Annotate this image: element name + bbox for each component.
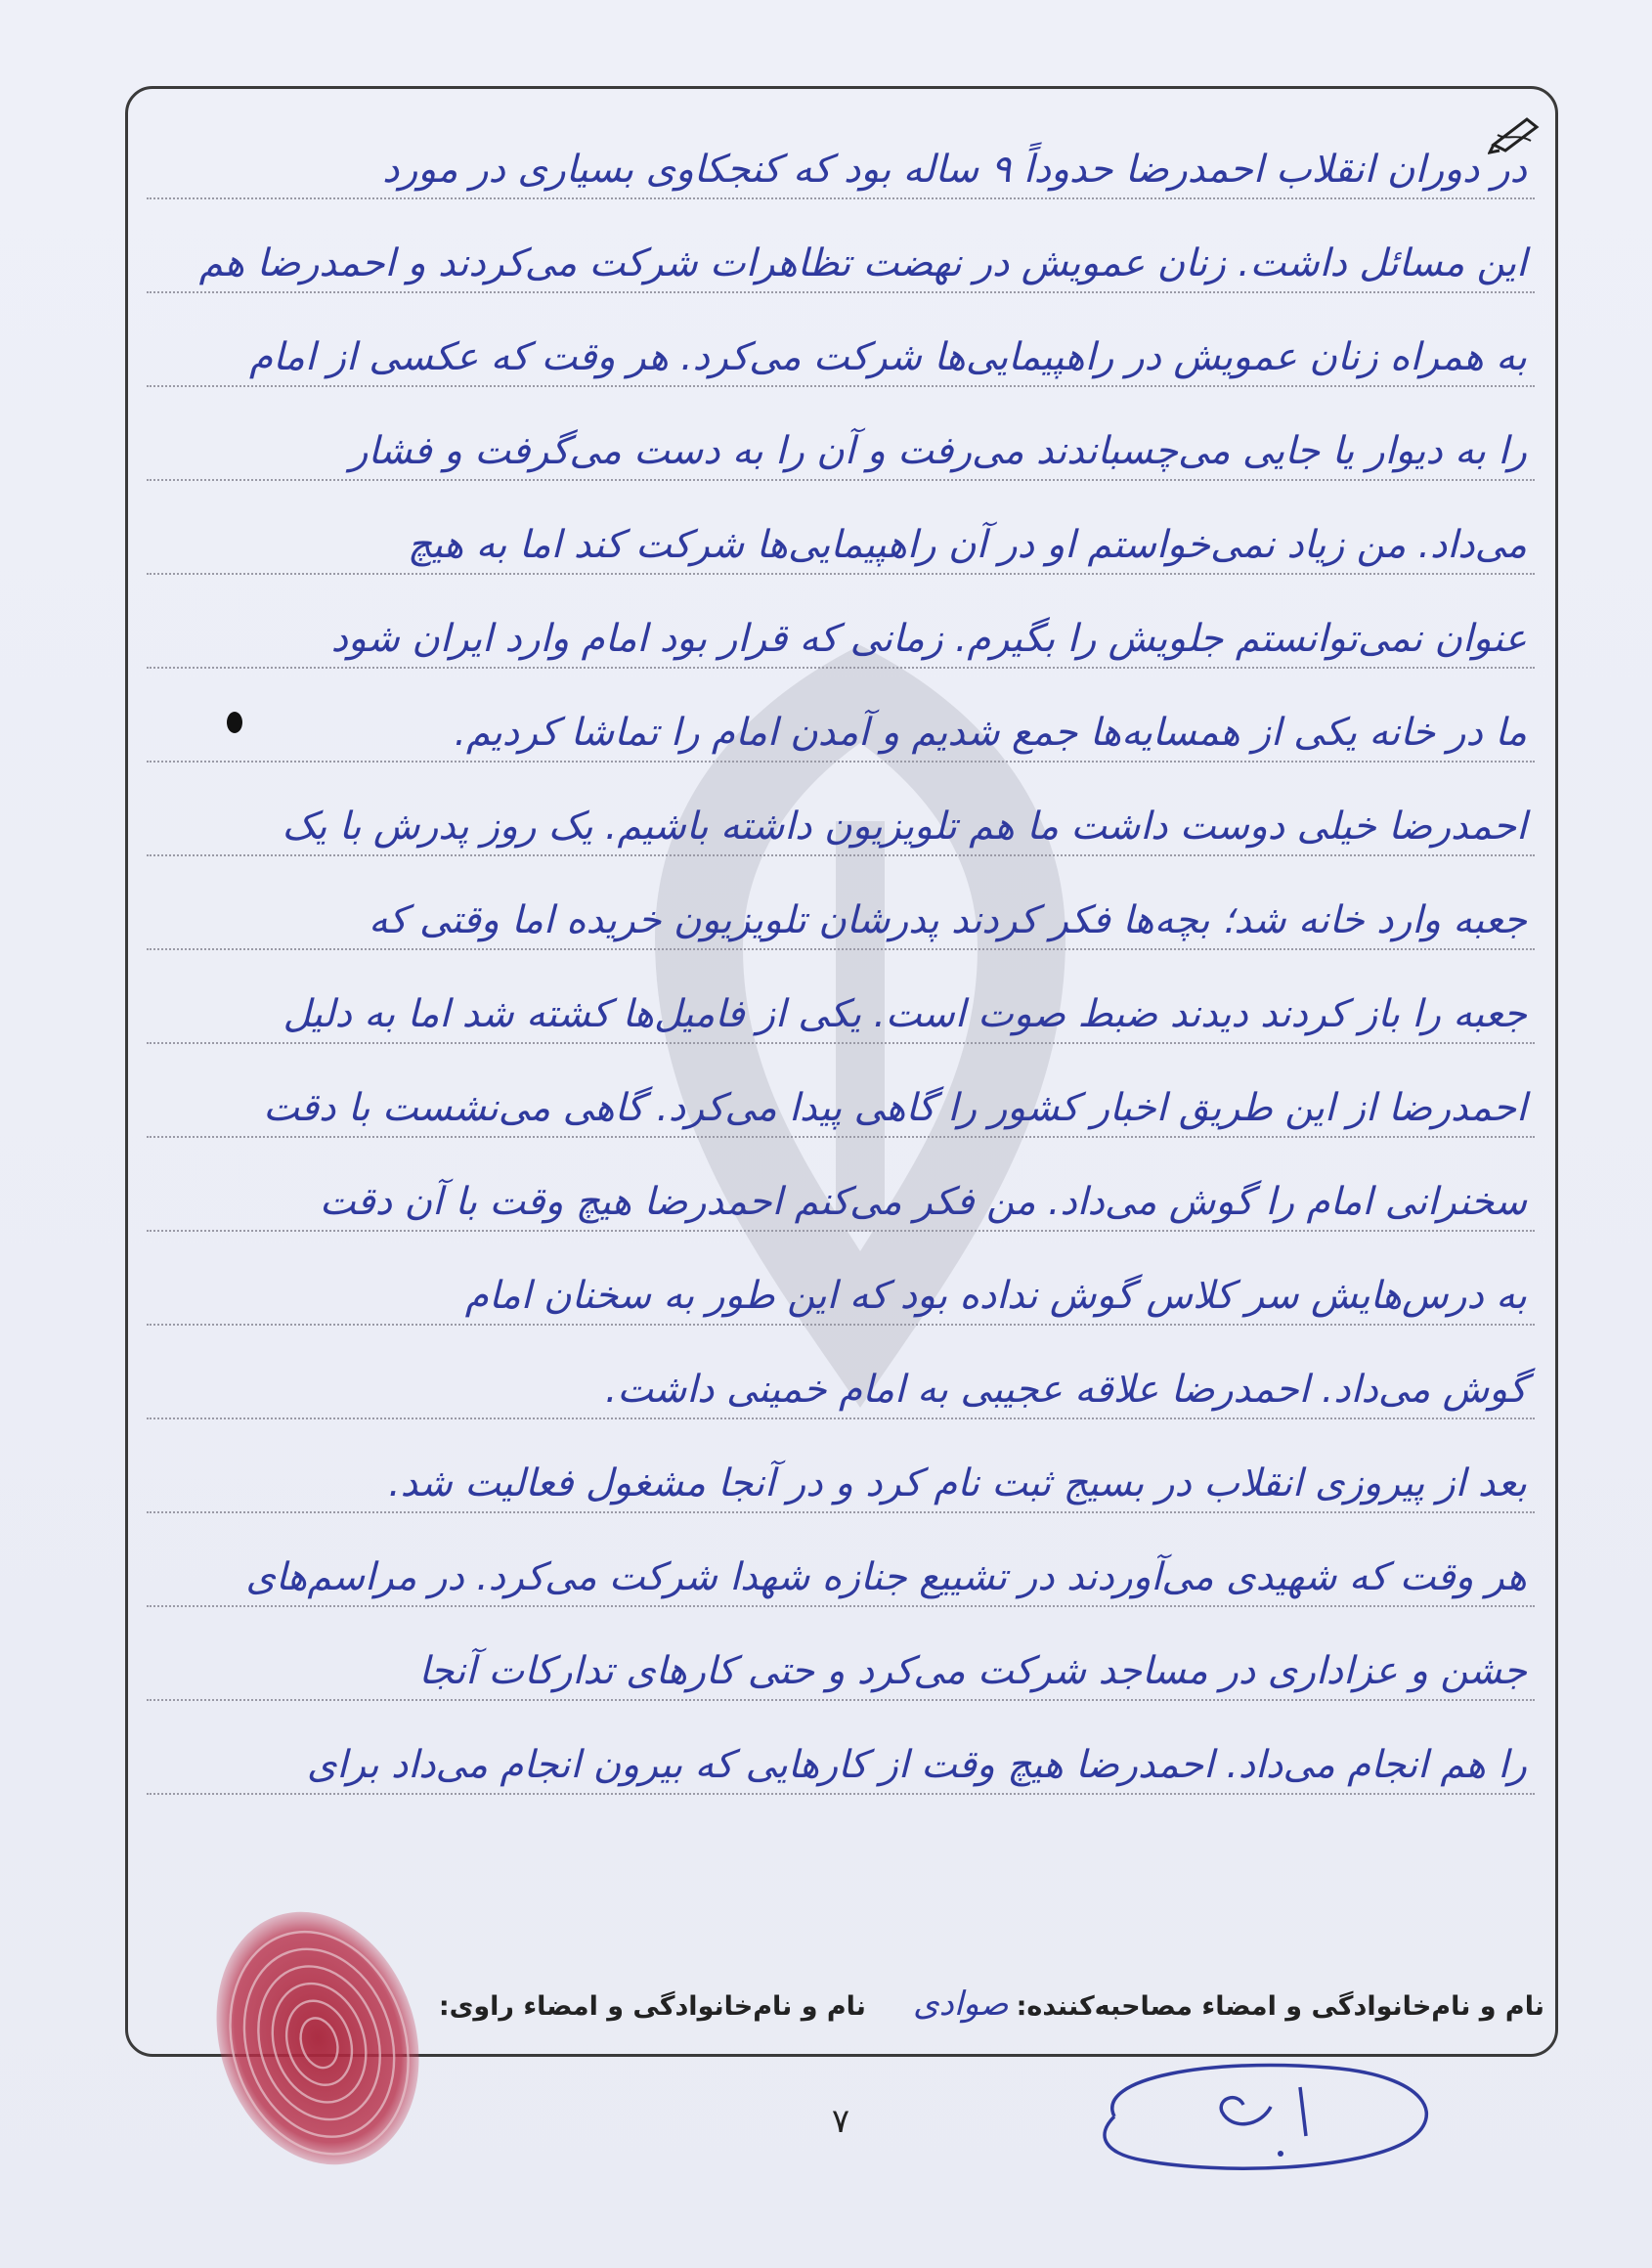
signature-labels (439, 1984, 1544, 2024)
body-line (147, 1337, 1535, 1419)
body-line-text: احمدرضا از این طریق اخبار کشور را گاهی پیدا می‌کرد. گاهی می‌نشست با دقت (263, 1086, 1527, 1130)
body-line (147, 1150, 1535, 1232)
body-line (147, 305, 1535, 387)
body-line-text: احمدرضا خیلی دوست داشت ما هم تلویزیون داشته باشیم. یک روز پدرش با یک (282, 805, 1527, 849)
body-line-text: به درس‌هایش سر کلاس گوش نداده بود که این طور به سخنان امام (464, 1274, 1527, 1318)
body-line (147, 587, 1535, 669)
body-line-text: بعد از پیروزی انقلاب در بسیج ثبت نام کرد و در آنجا مشغول فعالیت شد. (388, 1461, 1527, 1505)
body-line (147, 1431, 1535, 1513)
body-line (147, 211, 1535, 293)
body-line (147, 680, 1535, 763)
narrator-signature-label: نام و نام‌خانوادگی و امضاء راوی: (438, 1991, 866, 2022)
body-line-text: می‌داد. من زیاد نمی‌خواستم او در آن راهپیمایی‌ها شرکت کند اما به هیچ (407, 523, 1527, 567)
body-line-text: به همراه زنان عمویش در راهپیمایی‌ها شرکت می‌کرد. هر وقت که عکسی از امام (249, 335, 1527, 379)
body-line-text: جشن و عزاداری در مساجد شرکت می‌کرد و حتی کارهای تدارکات آنجا (418, 1649, 1527, 1693)
body-line-text: گوش می‌داد. احمدرضا علاقه عجیبی به امام خمینی داشت. (604, 1368, 1527, 1412)
body-line (147, 1713, 1535, 1795)
page-number: ۷ (831, 2102, 850, 2141)
body-line (147, 493, 1535, 575)
body-line (147, 1056, 1535, 1138)
body-line (147, 399, 1535, 481)
body-line-text: در دوران انقلاب احمدرضا حدوداً ۹ ساله بود که کنجکاوی بسیاری در مورد (382, 148, 1527, 192)
body-line (147, 1525, 1535, 1607)
body-line (147, 1619, 1535, 1701)
body-line-text: سخنرانی امام را گوش می‌داد. من فکر می‌کنم احمدرضا هیچ وقت با آن دقت (319, 1180, 1527, 1224)
interviewer-label-text: نام و نام‌خانوادگی و امضاء مصاحبه‌کننده: (1016, 1991, 1544, 2022)
body-line (147, 117, 1535, 199)
body-line (147, 868, 1535, 950)
interviewer-name: صوادی (912, 1984, 1009, 2024)
body-line-text: هر وقت که شهیدی می‌آوردند در تشییع جنازه شهدا شرکت می‌کرد. در مراسم‌های (245, 1555, 1527, 1599)
body-line-text: عنوان نمی‌توانستم جلویش را بگیرم. زمانی که قرار بود امام وارد ایران شود (330, 617, 1527, 661)
body-line-text: ما در خانه یکی از همسایه‌ها جمع شدیم و آمدن امام را تماشا کردیم. (454, 711, 1527, 755)
body-line-text: را به دیوار یا جایی می‌چسباندند می‌رفت و آن را به دست می‌گرفت و فشار (349, 429, 1527, 473)
interviewer-signature-label (905, 1984, 1544, 2024)
body-line-text: جعبه را باز کردند دیدند ضبط صوت است. یکی از فامیل‌ها کشته شد اما به دلیل (283, 992, 1527, 1036)
body-line-text: را هم انجام می‌داد. احمدرضا هیچ وقت از کارهایی که بیرون انجام می‌داد برای (306, 1743, 1527, 1787)
body-line (147, 774, 1535, 856)
body-line-text: جعبه وارد خانه شد؛ بچه‌ها فکر کردند پدرشان تلویزیون خریده اما وقتی که (369, 898, 1527, 942)
body-line (147, 962, 1535, 1044)
body-line (147, 1243, 1535, 1326)
body-line-text: این مسائل داشت. زنان عمویش در نهضت تظاهرات شرکت می‌کردند و احمدرضا هم (198, 241, 1527, 285)
